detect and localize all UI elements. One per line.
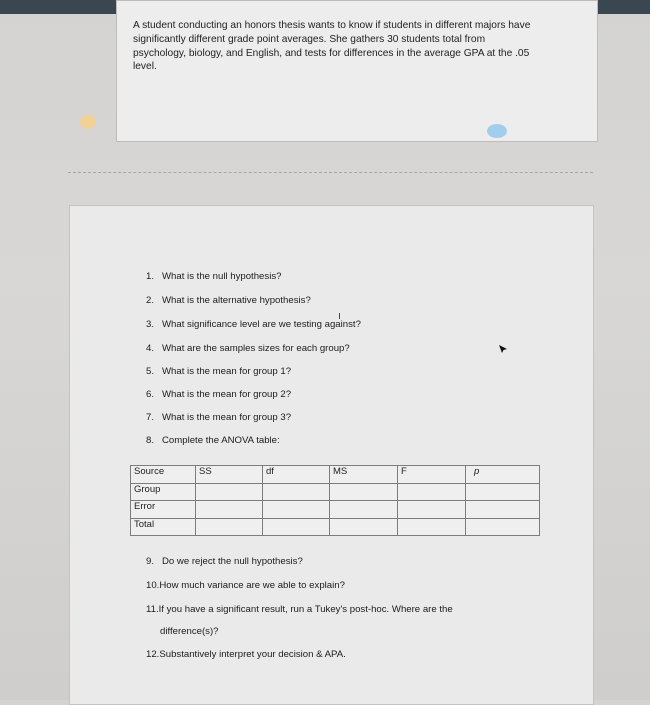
table-cell[interactable]	[398, 501, 466, 519]
header-cell: p	[466, 466, 540, 484]
glare-highlight	[80, 115, 96, 129]
table-row	[131, 501, 540, 519]
table-cell[interactable]	[263, 501, 330, 519]
question-item: 2. What is the alternative hypothesis?	[146, 295, 311, 306]
question-item: 8. Complete the ANOVA table:	[146, 435, 280, 446]
table-cell[interactable]	[196, 501, 263, 519]
glare-highlight	[487, 124, 507, 138]
question-item: 11.If you have a significant result, run a Tukey's post-hoc. Where are the	[146, 604, 453, 615]
table-row	[131, 483, 540, 501]
question-item: 6. What is the mean for group 2?	[146, 389, 292, 400]
row-label: Group	[131, 483, 196, 501]
table-cell[interactable]	[398, 518, 466, 536]
question-item: 1. What is the null hypothesis?	[146, 271, 282, 282]
question-item-continuation: difference(s)?	[160, 626, 219, 637]
divider	[68, 172, 593, 173]
question-item: 12.Substantively interpret your decision & APA.	[146, 649, 346, 660]
table-row	[131, 518, 540, 536]
row-label: Total	[131, 518, 196, 536]
question-item: 5. What is the mean for group 1?	[146, 366, 292, 377]
table-cell[interactable]	[330, 483, 398, 501]
header-cell: Source	[131, 466, 196, 484]
header-cell: MS	[330, 466, 398, 484]
table-cell[interactable]	[330, 518, 398, 536]
problem-card	[116, 0, 598, 142]
anova-table	[130, 465, 540, 536]
question-item: 9. Do we reject the null hypothesis?	[146, 556, 303, 567]
header-cell: SS	[196, 466, 263, 484]
table-cell[interactable]	[466, 518, 540, 536]
table-cell[interactable]	[330, 501, 398, 519]
question-item: 10.How much variance are we able to explain?	[146, 580, 345, 591]
table-cell[interactable]	[263, 483, 330, 501]
question-item: 4. What are the samples sizes for each group?	[146, 343, 350, 354]
question-item: 7. What is the mean for group 3?	[146, 412, 292, 423]
table-cell[interactable]	[263, 518, 330, 536]
problem-statement: A student conducting an honors thesis wants to know if students in different majors have significantly different grade point averages. She gathers 30 students total from psychology, biology, and English, and tests for differences in the average GPA at the .05 level.	[133, 20, 531, 73]
table-header-row	[131, 466, 540, 484]
table-cell[interactable]	[466, 483, 540, 501]
table-cell[interactable]	[466, 501, 540, 519]
table-cell[interactable]	[398, 483, 466, 501]
question-item: 3. What significance level are we testing against?	[146, 319, 361, 330]
header-cell: df	[263, 466, 330, 484]
header-cell: F	[398, 466, 466, 484]
row-label: Error	[131, 501, 196, 519]
table-cell[interactable]	[196, 483, 263, 501]
table-cell[interactable]	[196, 518, 263, 536]
mouse-pointer-icon	[497, 343, 509, 355]
